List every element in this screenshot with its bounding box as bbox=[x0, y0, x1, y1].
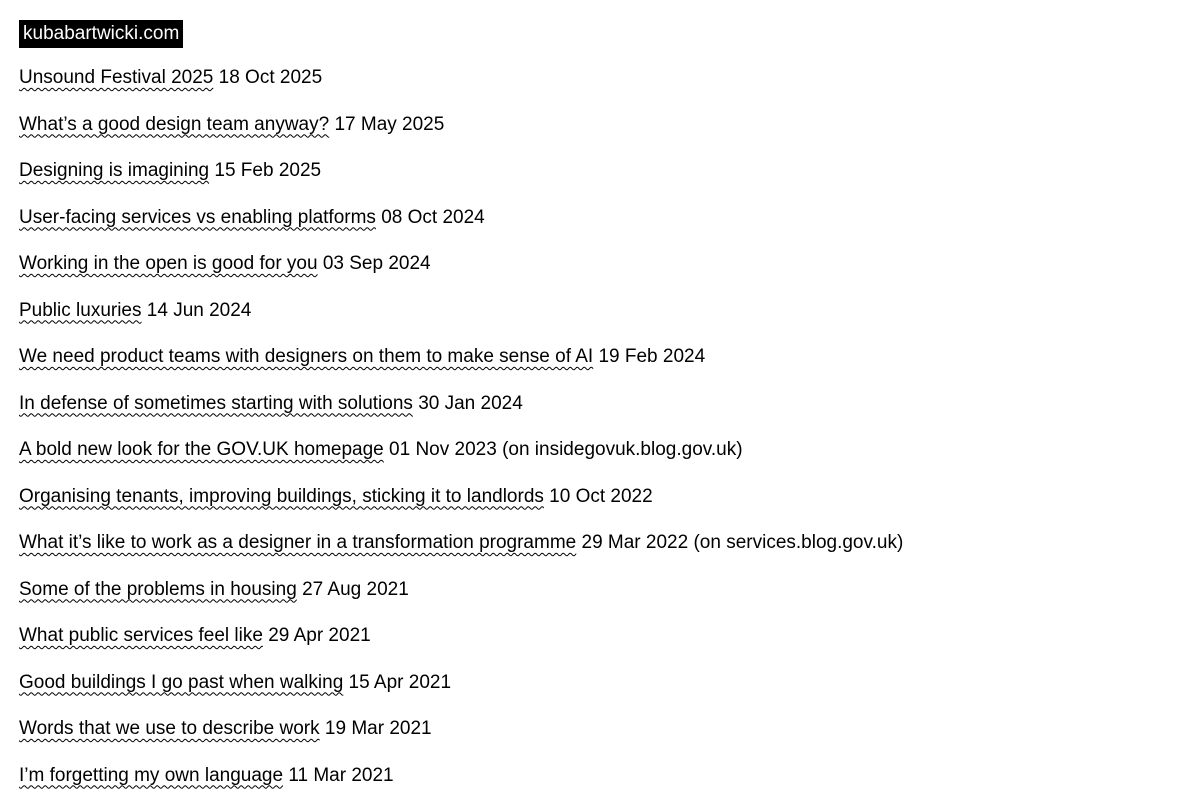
post-source: (on insidegovuk.blog.gov.uk) bbox=[502, 439, 743, 460]
post-title-link[interactable]: Good buildings I go past when walking bbox=[19, 671, 344, 693]
post-date: 15 Feb 2025 bbox=[214, 160, 322, 181]
post-title-link[interactable]: What it’s like to work as a designer in a transformation programme bbox=[19, 532, 577, 553]
post-title-link[interactable]: Working in the open is good for you bbox=[19, 253, 318, 274]
post-list-item bbox=[19, 250, 1200, 297]
post-date: 01 Nov 2023 bbox=[389, 439, 497, 460]
post-list-item bbox=[19, 529, 1200, 576]
post-date: 08 Oct 2024 bbox=[381, 206, 485, 228]
post-list bbox=[19, 64, 1200, 800]
post-title-link[interactable]: What’s a good design team anyway? bbox=[19, 113, 330, 135]
post-source: (on services.blog.gov.uk) bbox=[693, 532, 904, 553]
post-date: 14 Jun 2024 bbox=[146, 299, 252, 321]
post-list-item bbox=[19, 715, 1200, 762]
post-date: 11 Mar 2021 bbox=[288, 764, 394, 786]
post-list-item bbox=[19, 576, 1200, 623]
post-list-item bbox=[19, 436, 1200, 483]
post-date: 30 Jan 2024 bbox=[418, 392, 523, 414]
post-title-link[interactable]: User-facing services vs enabling platforms bbox=[19, 206, 376, 228]
post-list-item bbox=[19, 762, 1200, 800]
post-list-item bbox=[19, 64, 1200, 111]
post-list-item bbox=[19, 622, 1200, 669]
post-title-link[interactable]: Some of the problems in housing bbox=[19, 578, 297, 600]
post-title-link[interactable]: Unsound Festival 2025 bbox=[19, 67, 214, 88]
post-list-item bbox=[19, 483, 1200, 530]
post-list-item bbox=[19, 204, 1200, 251]
post-list-item bbox=[19, 390, 1200, 437]
post-list-item bbox=[19, 343, 1200, 390]
post-list-item bbox=[19, 669, 1200, 716]
site-title-link[interactable]: kubabartwicki.com bbox=[19, 20, 183, 48]
post-list-item bbox=[19, 157, 1200, 204]
post-title-link[interactable]: What public services feel like bbox=[19, 625, 263, 646]
post-list-item bbox=[19, 111, 1200, 158]
post-date: 29 Mar 2022 bbox=[581, 532, 689, 553]
post-date: 29 Apr 2021 bbox=[268, 625, 371, 646]
post-title-link[interactable]: Organising tenants, improving buildings, sticking it to landlords bbox=[19, 485, 544, 507]
post-title-link[interactable]: Designing is imagining bbox=[19, 160, 210, 181]
post-title-link[interactable]: A bold new look for the GOV.UK homepage bbox=[19, 439, 384, 460]
post-date: 19 Mar 2021 bbox=[324, 718, 432, 739]
post-date: 15 Apr 2021 bbox=[348, 671, 452, 693]
post-title-link[interactable]: We need product teams with designers on them to make sense of AI bbox=[19, 346, 594, 367]
post-date: 10 Oct 2022 bbox=[549, 485, 653, 507]
post-list-item bbox=[19, 297, 1200, 344]
post-date: 18 Oct 2025 bbox=[218, 67, 323, 88]
post-title-link[interactable]: Public luxuries bbox=[19, 299, 142, 321]
post-title-link[interactable]: Words that we use to describe work bbox=[19, 718, 320, 739]
post-date: 17 May 2025 bbox=[334, 113, 445, 135]
post-date: 03 Sep 2024 bbox=[322, 253, 431, 274]
post-title-link[interactable]: In defense of sometimes starting with solutions bbox=[19, 392, 413, 414]
post-date: 19 Feb 2024 bbox=[598, 346, 706, 367]
post-title-link[interactable]: I’m forgetting my own language bbox=[19, 764, 284, 786]
post-date: 27 Aug 2021 bbox=[302, 578, 409, 600]
